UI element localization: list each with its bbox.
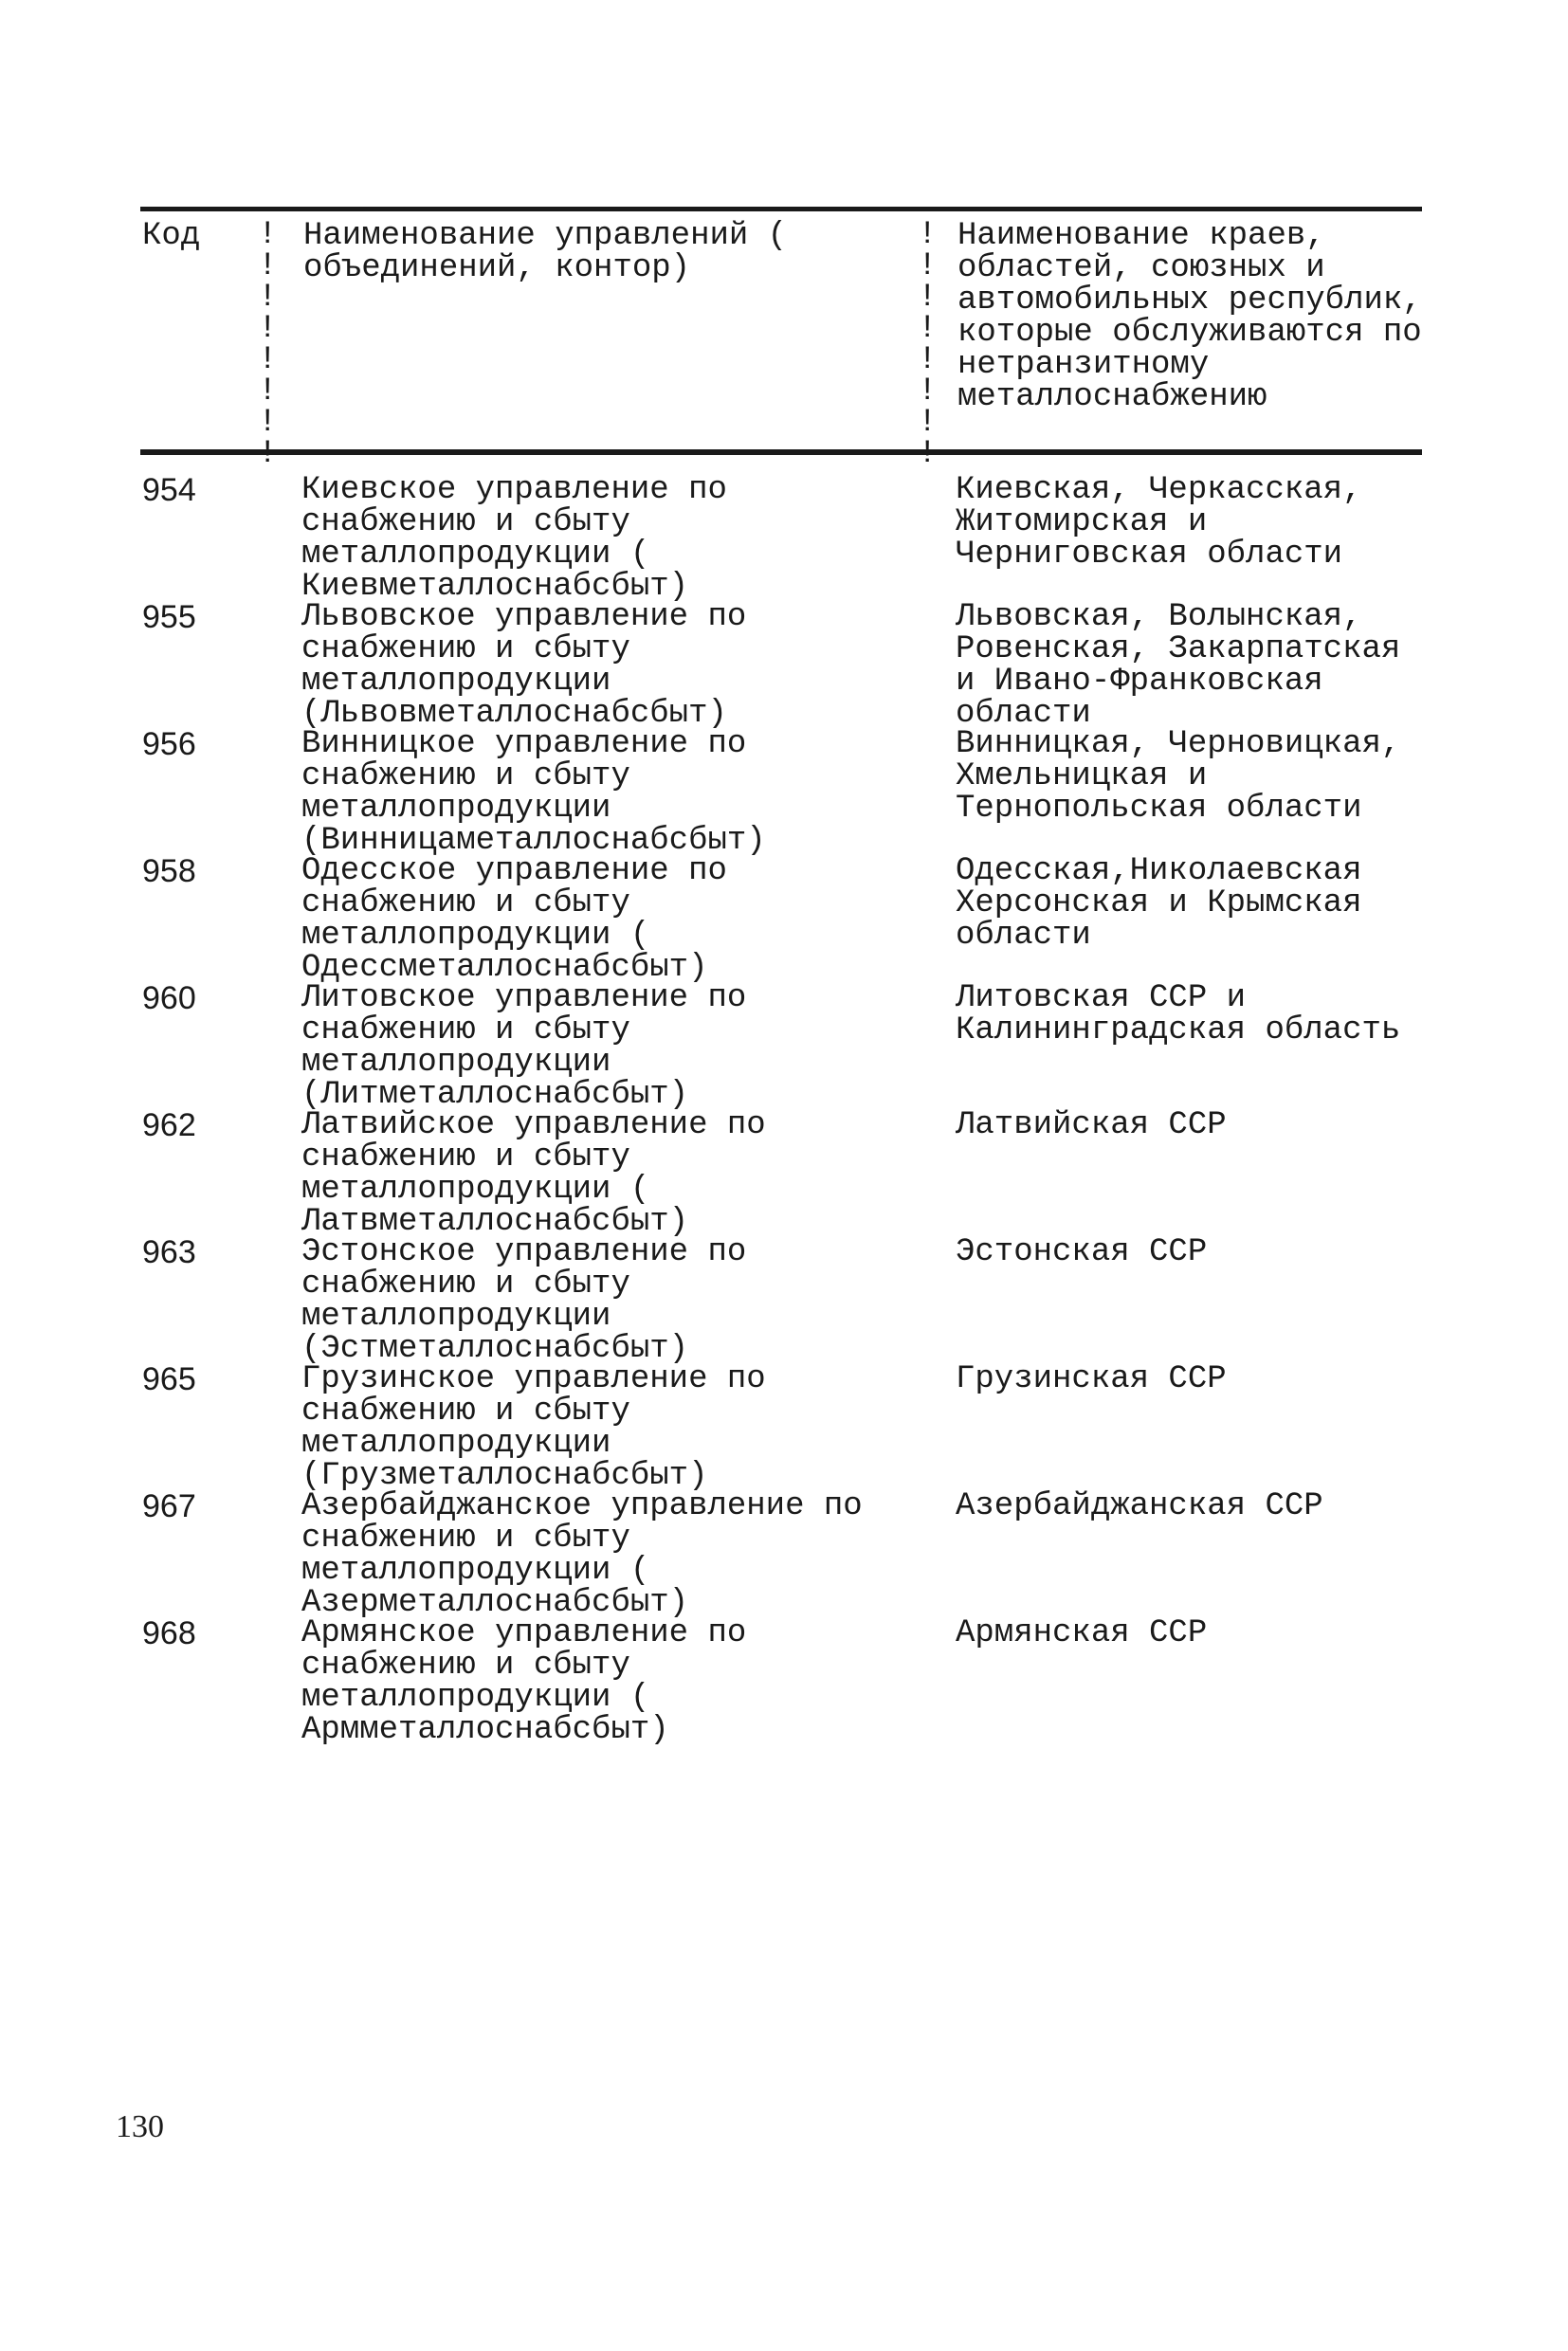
table-row — [0, 853, 1568, 986]
row-area: Винницкая, Черновицкая, Хмельницкая и Тернопольская области — [956, 726, 1401, 827]
column-separator-2: ! ! ! ! ! ! ! — [918, 217, 938, 441]
row-name: Эстонское управление по снабжению и сбыту металлопродукции (Эстметаллоснабсбыт) — [301, 1234, 747, 1367]
row-name: Львовское управление по снабжению и сбыту металлопродукции (Львовметаллоснабсбыт) — [301, 599, 747, 732]
row-area: Львовская, Волынская, Ровенская, Закарпатская и Ивано-Франковская области — [956, 599, 1401, 732]
table-header-rule — [140, 449, 1422, 455]
table-row — [0, 1107, 1568, 1240]
table-top-rule — [140, 207, 1422, 211]
row-code: 960 — [142, 980, 196, 1016]
table-row — [0, 599, 1568, 732]
table-row — [0, 1361, 1568, 1494]
row-code: 958 — [142, 853, 196, 889]
row-code: 965 — [142, 1361, 196, 1397]
table-row — [0, 1615, 1568, 1748]
row-name: Азербайджанское управление по снабжению и сбыту металлопродукции ( Азерметаллоснабсбыт) — [301, 1488, 863, 1621]
row-name: Латвийское управление по снабжению и сбыту металлопродукции ( Латвметаллоснабсбыт) — [301, 1107, 766, 1240]
table-row — [0, 472, 1568, 605]
row-name: Киевское управление по снабжению и сбыту металлопродукции ( Киевметаллоснабсбыт) — [301, 472, 727, 605]
row-code: 956 — [142, 726, 196, 762]
row-name: Литовское управление по снабжению и сбыту металлопродукции (Литметаллоснабсбыт) — [301, 980, 747, 1113]
row-code: 954 — [142, 472, 196, 508]
header-code: Код — [142, 218, 201, 254]
row-area: Азербайджанская ССР — [956, 1488, 1323, 1524]
table-row — [0, 726, 1568, 859]
row-code: 968 — [142, 1615, 196, 1651]
row-name: Винницкое управление по снабжению и сбыту металлопродукции (Винницаметаллоснабсбыт) — [301, 726, 766, 859]
page-number: 130 — [116, 2109, 164, 2144]
row-area: Грузинская ССР — [956, 1361, 1227, 1397]
row-area: Латвийская ССР — [956, 1107, 1227, 1143]
row-name: Грузинское управление по снабжению и сбыту металлопродукции (Грузметаллоснабсбыт) — [301, 1361, 766, 1494]
row-area: Армянская ССР — [956, 1615, 1208, 1651]
column-separator-1: ! ! ! ! ! ! ! — [258, 217, 278, 441]
row-code: 967 — [142, 1488, 196, 1524]
table-row — [0, 980, 1568, 1113]
row-area: Эстонская ССР — [956, 1234, 1208, 1270]
table-row — [0, 1234, 1568, 1367]
header-name: Наименование управлений ( объединений, контор) — [303, 218, 788, 286]
row-code: 955 — [142, 599, 196, 635]
header-area: Наименование краев, областей, союзных и автомобильных республик, которые обслуживаются по нетранзитному металлоснабжению — [957, 218, 1422, 415]
row-name: Одесское управление по снабжению и сбыту металлопродукции ( Одессметаллоснабсбыт) — [301, 853, 727, 986]
table-row — [0, 1488, 1568, 1621]
row-code: 962 — [142, 1107, 196, 1143]
row-area: Одесская,Николаевская Херсонская и Крымская области — [956, 853, 1362, 954]
row-code: 963 — [142, 1234, 196, 1270]
row-area: Литовская ССР и Калининградская область — [956, 980, 1401, 1048]
row-name: Армянское управление по снабжению и сбыту металлопродукции ( Армметаллоснабсбыт) — [301, 1615, 747, 1748]
row-area: Киевская, Черкасская, Житомирская и Черниговская области — [956, 472, 1362, 573]
